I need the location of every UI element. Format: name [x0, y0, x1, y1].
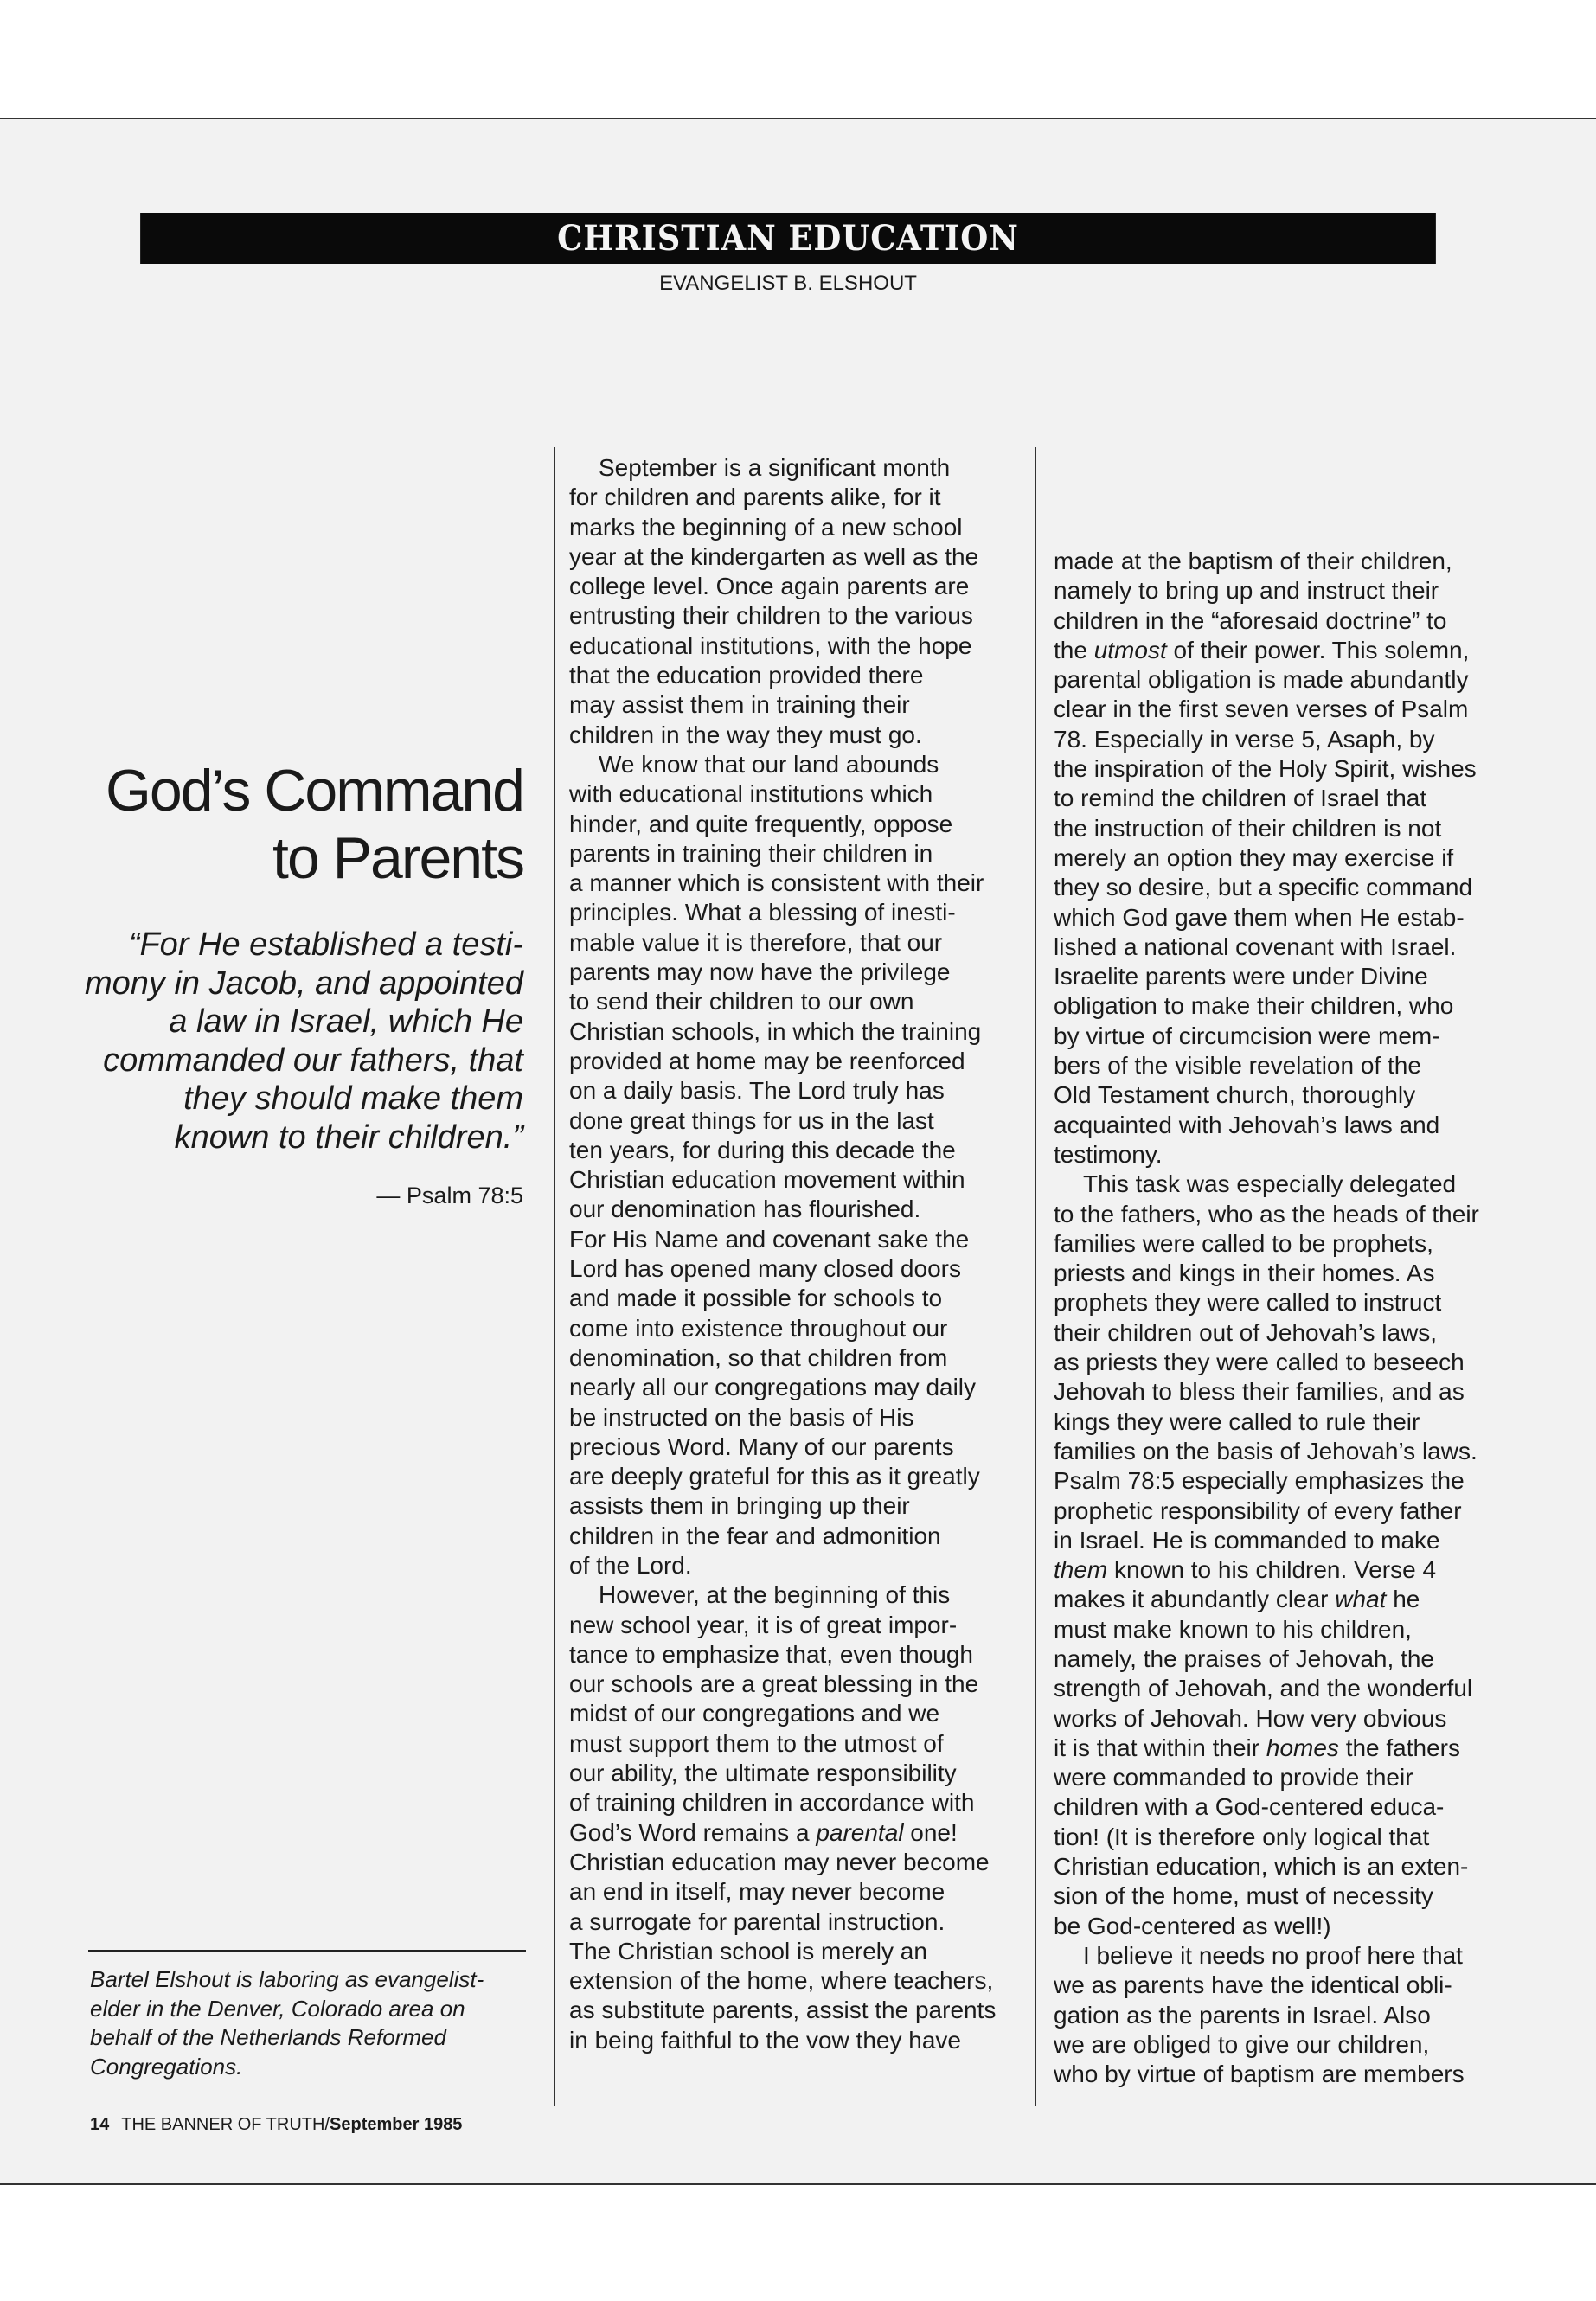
text-line — [569, 1254, 996, 1284]
text-run: acquainted with Jehovah’s laws and — [1054, 1111, 1440, 1138]
text-run: who by virtue of baptism are members — [1054, 2061, 1465, 2088]
emphasized-text: parental — [816, 1818, 904, 1846]
text-line — [569, 839, 996, 868]
text-run: provided at home may be reenforced — [569, 1047, 965, 1074]
column-rule — [1035, 447, 1036, 2106]
text-line — [569, 1937, 996, 1966]
text-run: Israelite parents were under Divine — [1054, 963, 1428, 990]
text-line — [569, 1017, 996, 1047]
text-line — [569, 1966, 996, 1996]
text-line — [569, 958, 996, 987]
text-line — [569, 1759, 996, 1788]
text-line — [1054, 784, 1479, 813]
text-line — [569, 601, 996, 631]
text-line — [1054, 1763, 1479, 1792]
text-run: This task was especially delegated — [1083, 1170, 1457, 1198]
text-line — [569, 1522, 996, 1551]
emphasized-text: them — [1054, 1556, 1108, 1584]
text-run: are deeply grateful for this as it greatly — [569, 1463, 980, 1490]
column-rule — [554, 447, 555, 2106]
text-line — [1054, 1377, 1479, 1407]
text-line — [569, 1165, 996, 1195]
text-run: precious Word. Many of our parents — [569, 1433, 954, 1460]
text-line — [1054, 1497, 1479, 1526]
text-line — [569, 898, 996, 927]
bio-line: behalf of the Netherlands Reformed — [90, 2024, 446, 2050]
text-run: makes it abundantly clear — [1054, 1586, 1336, 1613]
text-line — [569, 1818, 996, 1848]
text-line — [1054, 1615, 1479, 1644]
text-run: gation as the parents in Israel. Also — [1054, 2001, 1431, 2029]
text-run: lished a national covenant with Israel. — [1054, 933, 1457, 960]
text-line — [569, 1788, 996, 1817]
text-run: principles. What a blessing of inesti- — [569, 899, 956, 926]
text-run: parental obligation is made abundantly — [1054, 666, 1469, 694]
text-run: Old Testament church, thoroughly — [1054, 1081, 1416, 1109]
text-run: an end in itself, may never become — [569, 1878, 945, 1906]
text-run: their children out of Jehovah’s laws, — [1054, 1318, 1438, 1346]
text-run: a manner which is consistent with their — [569, 869, 984, 897]
page-number: 14 — [90, 2115, 110, 2134]
text-run: educational institutions, with the hope — [569, 631, 972, 659]
text-run: namely to bring up and instruct their — [1054, 577, 1439, 605]
text-run: the instruction of their children is not — [1054, 814, 1442, 842]
text-run: works of Jehovah. How very obvious — [1054, 1704, 1447, 1732]
text-run: prophets they were called to instruct — [1054, 1289, 1442, 1317]
text-run: families were called to be prophets, — [1054, 1229, 1433, 1257]
text-run: Lord has opened many closed doors — [569, 1255, 961, 1283]
text-run: The Christian school is merely an — [569, 1937, 927, 1965]
text-run: sion of the home, must of necessity — [1054, 1882, 1433, 1910]
text-line — [569, 572, 996, 601]
text-run: by virtue of circumcision were mem- — [1054, 1022, 1440, 1049]
text-run: prophetic responsibility of every father — [1054, 1497, 1462, 1524]
text-run: as priests they were called to beseech — [1054, 1349, 1465, 1376]
text-line — [569, 1433, 996, 1462]
text-run: midst of our congregations and we — [569, 1700, 940, 1727]
text-run: ten years, for during this decade the — [569, 1136, 956, 1163]
quote-line: commanded our fathers, that — [103, 1042, 523, 1079]
text-run: I believe it needs no proof here that — [1083, 1941, 1463, 1969]
text-line — [569, 779, 996, 809]
text-line — [1054, 665, 1479, 695]
text-line — [569, 513, 996, 542]
text-line — [1054, 1585, 1479, 1614]
text-run: marks the beginning of a new school — [569, 513, 963, 541]
text-run: for children and parents alike, for it — [569, 484, 941, 511]
text-line — [569, 1195, 996, 1224]
text-line — [1054, 843, 1479, 873]
emphasized-text: what — [1335, 1586, 1387, 1613]
text-line — [1054, 1674, 1479, 1703]
text-line — [569, 1729, 996, 1759]
text-line — [569, 690, 996, 720]
footer-separator: / — [324, 2115, 330, 2134]
emphasized-text: utmost — [1093, 636, 1167, 663]
text-run: which God gave them when He estab- — [1054, 903, 1465, 931]
text-line — [1054, 1526, 1479, 1555]
text-line — [1054, 636, 1479, 665]
text-run: our denomination has flourished. — [569, 1195, 921, 1223]
text-line — [1054, 1466, 1479, 1496]
text-run: mable value it is therefore, that our — [569, 928, 943, 956]
quote-line: known to their children.” — [174, 1118, 523, 1156]
text-line — [1054, 1437, 1479, 1466]
text-run: namely, the praises of Jehovah, the — [1054, 1644, 1434, 1672]
text-line — [1054, 1823, 1479, 1852]
text-run: one! — [903, 1818, 958, 1846]
text-run: Christian education, which is an exten- — [1054, 1853, 1469, 1881]
text-run: children in the “aforesaid doctrine” to — [1054, 606, 1447, 634]
text-run: the — [1054, 636, 1094, 663]
text-run: to the fathers, who as the heads of their — [1054, 1200, 1479, 1227]
text-line — [569, 1580, 996, 1610]
text-line — [1054, 1022, 1479, 1051]
quote-line: mony in Jacob, and appointed — [84, 965, 523, 1002]
text-run: college level. Once again parents are — [569, 573, 970, 600]
text-run: parents in training their children in — [569, 839, 933, 867]
text-line — [569, 483, 996, 512]
text-line — [1054, 903, 1479, 933]
text-run: known to his children. Verse 4 — [1107, 1556, 1437, 1584]
text-run: extension of the home, where teachers, — [569, 1967, 994, 1995]
text-line — [1054, 2030, 1479, 2060]
text-run: children in the way they must go. — [569, 721, 922, 748]
text-line — [569, 1611, 996, 1640]
text-run: a surrogate for parental instruction. — [569, 1907, 945, 1935]
text-run: new school year, it is of great impor- — [569, 1611, 958, 1638]
text-run: done great things for us in the last — [569, 1106, 934, 1134]
section-title: CHRISTIAN EDUCATION — [557, 218, 1019, 259]
text-run: 78. Especially in verse 5, Asaph, by — [1054, 725, 1435, 753]
text-line — [569, 928, 996, 958]
text-line — [569, 1225, 996, 1254]
text-line — [1054, 1051, 1479, 1080]
text-run: as substitute parents, assist the parents — [569, 1997, 997, 2024]
text-run: bers of the visible revelation of the — [1054, 1052, 1421, 1080]
text-line — [569, 1462, 996, 1491]
text-run: be instructed on the basis of His — [569, 1403, 914, 1431]
text-line — [1054, 873, 1479, 902]
text-run: the inspiration of the Holy Spirit, wishes — [1054, 755, 1477, 783]
text-line — [569, 1848, 996, 1877]
text-line — [569, 1314, 996, 1343]
text-run: must support them to the utmost of — [569, 1729, 944, 1757]
text-run: in being faithful to the vow they have — [569, 2026, 961, 2054]
text-run: denomination, so that children from — [569, 1343, 948, 1371]
text-line — [569, 1877, 996, 1907]
text-line — [1054, 1200, 1479, 1229]
text-run: hinder, and quite frequently, oppose — [569, 810, 953, 837]
text-line — [1054, 2060, 1479, 2089]
text-run: strength of Jehovah, and the wonderful — [1054, 1675, 1473, 1702]
text-run: of training children in accordance with — [569, 1789, 975, 1817]
text-line — [569, 1699, 996, 1728]
text-run: and made it possible for schools to — [569, 1285, 943, 1312]
text-line — [1054, 1881, 1479, 1911]
text-run: families on the basis of Jehovah’s laws. — [1054, 1437, 1477, 1465]
text-run: come into existence throughout our — [569, 1314, 948, 1342]
text-run: tance to emphasize that, even though — [569, 1640, 973, 1668]
text-line — [569, 1640, 996, 1670]
text-run: on a daily basis. The Lord truly has — [569, 1077, 945, 1105]
page-footer — [90, 2113, 462, 2136]
text-run: we are obliged to give our children, — [1054, 2030, 1430, 2058]
issue-date: September 1985 — [330, 2115, 463, 2134]
text-run: may assist them in training their — [569, 691, 910, 719]
text-line — [569, 542, 996, 572]
text-run: year at the kindergarten as well as the — [569, 542, 979, 570]
text-run: it is that within their — [1054, 1734, 1266, 1761]
text-run: children with a God-centered educa- — [1054, 1793, 1445, 1821]
text-line — [1054, 725, 1479, 754]
text-run: clear in the first seven verses of Psalm — [1054, 695, 1469, 723]
bio-divider — [88, 1950, 526, 1952]
text-run: they so desire, but a specific command — [1054, 874, 1473, 901]
text-line — [569, 631, 996, 661]
text-run: kings they were called to rule their — [1054, 1407, 1420, 1435]
text-line — [569, 1106, 996, 1136]
text-run: in Israel. He is commanded to make — [1054, 1526, 1440, 1554]
emphasized-text: homes — [1266, 1734, 1339, 1761]
text-line — [569, 2026, 996, 2055]
text-run: our schools are a great blessing in the — [569, 1670, 979, 1698]
text-line — [569, 1373, 996, 1402]
text-line — [569, 1284, 996, 1313]
text-line — [569, 1907, 996, 1937]
text-run: September is a significant month — [599, 454, 951, 481]
text-line — [1054, 1229, 1479, 1259]
text-line — [1054, 1288, 1479, 1317]
text-line — [569, 453, 996, 483]
text-line — [569, 1670, 996, 1699]
text-line — [1054, 1644, 1479, 1674]
text-line — [569, 810, 996, 839]
text-line — [1054, 933, 1479, 962]
text-run: testimony. — [1054, 1140, 1163, 1168]
text-run: Psalm 78:5 especially emphasizes the — [1054, 1467, 1465, 1495]
text-run: For His Name and covenant sake the — [569, 1225, 970, 1253]
text-run: be God-centered as well!) — [1054, 1912, 1331, 1939]
bio-line: Congregations. — [90, 2053, 243, 2080]
section-header-bar — [140, 213, 1436, 264]
text-line — [569, 987, 996, 1016]
text-line — [569, 1996, 996, 2025]
text-line — [1054, 1170, 1479, 1199]
text-line — [569, 1551, 996, 1580]
text-run: were commanded to provide their — [1054, 1764, 1413, 1791]
text-line — [1054, 1318, 1479, 1348]
text-run: we as parents have the identical obli- — [1054, 1971, 1452, 1999]
article-title — [78, 757, 523, 892]
text-line — [569, 1403, 996, 1433]
text-line — [1054, 1704, 1479, 1734]
text-run: parents may now have the privilege — [569, 958, 951, 986]
text-run: made at the baptism of their children, — [1054, 548, 1452, 574]
text-run: Christian schools, in which the training — [569, 1017, 982, 1045]
text-line — [1054, 606, 1479, 636]
text-line — [1054, 1140, 1479, 1170]
text-run: assists them in bringing up their — [569, 1492, 910, 1520]
text-line — [1054, 1912, 1479, 1941]
text-line — [1054, 1971, 1479, 2000]
text-line — [1054, 1348, 1479, 1377]
text-line — [1054, 1792, 1479, 1822]
text-run: must make known to his children, — [1054, 1615, 1412, 1643]
body-column-2 — [1054, 547, 1479, 2089]
text-line — [1054, 1259, 1479, 1288]
text-line — [569, 661, 996, 690]
text-line — [569, 1047, 996, 1076]
text-line — [1054, 814, 1479, 843]
text-run: he — [1386, 1586, 1420, 1613]
text-line — [1054, 1111, 1479, 1140]
author-byline: EVANGELIST B. ELSHOUT — [659, 272, 917, 295]
text-line — [1054, 1407, 1479, 1437]
text-line — [1054, 1852, 1479, 1881]
text-run: Jehovah to bless their families, and as — [1054, 1378, 1465, 1406]
text-line — [1054, 962, 1479, 991]
text-run: that the education provided there — [569, 662, 924, 689]
text-line — [569, 1076, 996, 1106]
text-run: of their power. This solemn, — [1166, 636, 1470, 663]
text-run: the fathers — [1338, 1734, 1461, 1761]
scripture-quote — [78, 926, 523, 1157]
text-run: tion! (It is therefore only logical that — [1054, 1823, 1430, 1850]
text-line — [1054, 2001, 1479, 2030]
text-run: However, at the beginning of this — [599, 1581, 951, 1609]
quote-citation: — Psalm 78:5 — [376, 1183, 523, 1208]
text-run: Christian education movement within — [569, 1166, 965, 1194]
bio-line: elder in the Denver, Colorado area on — [90, 1995, 465, 2022]
text-line — [1054, 754, 1479, 784]
text-run: with educational institutions which — [569, 780, 933, 808]
quote-line: “For He established a testi- — [128, 926, 523, 963]
text-run: Christian education may never become — [569, 1848, 990, 1875]
text-run: children in the fear and admonition — [569, 1522, 941, 1549]
text-run: to send their children to our own — [569, 988, 914, 1016]
text-run: merely an option they may exercise if — [1054, 843, 1454, 871]
text-line — [569, 1343, 996, 1373]
bio-line: Bartel Elshout is laboring as evangelist- — [90, 1966, 484, 1992]
text-line — [569, 868, 996, 898]
text-run: entrusting their children to the various — [569, 602, 973, 630]
quote-line: they should make them — [183, 1080, 523, 1117]
text-line — [1054, 695, 1479, 724]
publication-name: THE BANNER OF TRUTH — [121, 2115, 325, 2134]
text-run: God’s Word remains a — [569, 1818, 817, 1846]
text-line — [1054, 1941, 1479, 1971]
body-column-1 — [569, 453, 996, 2055]
text-line — [569, 1491, 996, 1521]
quote-line: a law in Israel, which He — [169, 1003, 523, 1040]
text-line — [569, 1136, 996, 1165]
text-run: We know that our land abounds — [599, 750, 939, 778]
text-line — [569, 721, 996, 750]
title-line: God’s Command — [106, 758, 523, 824]
text-line — [1054, 991, 1479, 1021]
text-line — [1054, 1080, 1479, 1110]
text-line — [1054, 547, 1479, 576]
text-run: nearly all our congregations may daily — [569, 1374, 977, 1401]
author-bio — [90, 1965, 531, 2081]
text-run: of the Lord. — [569, 1551, 692, 1579]
text-line — [1054, 576, 1479, 606]
text-line — [1054, 1555, 1479, 1585]
text-run: our ability, the ultimate responsibility — [569, 1759, 957, 1787]
text-run: to remind the children of Israel that — [1054, 785, 1427, 812]
text-line — [1054, 1734, 1479, 1763]
text-line — [569, 750, 996, 779]
text-run: priests and kings in their homes. As — [1054, 1259, 1435, 1287]
text-run: obligation to make their children, who — [1054, 992, 1454, 1020]
title-line: to Parents — [272, 825, 523, 891]
